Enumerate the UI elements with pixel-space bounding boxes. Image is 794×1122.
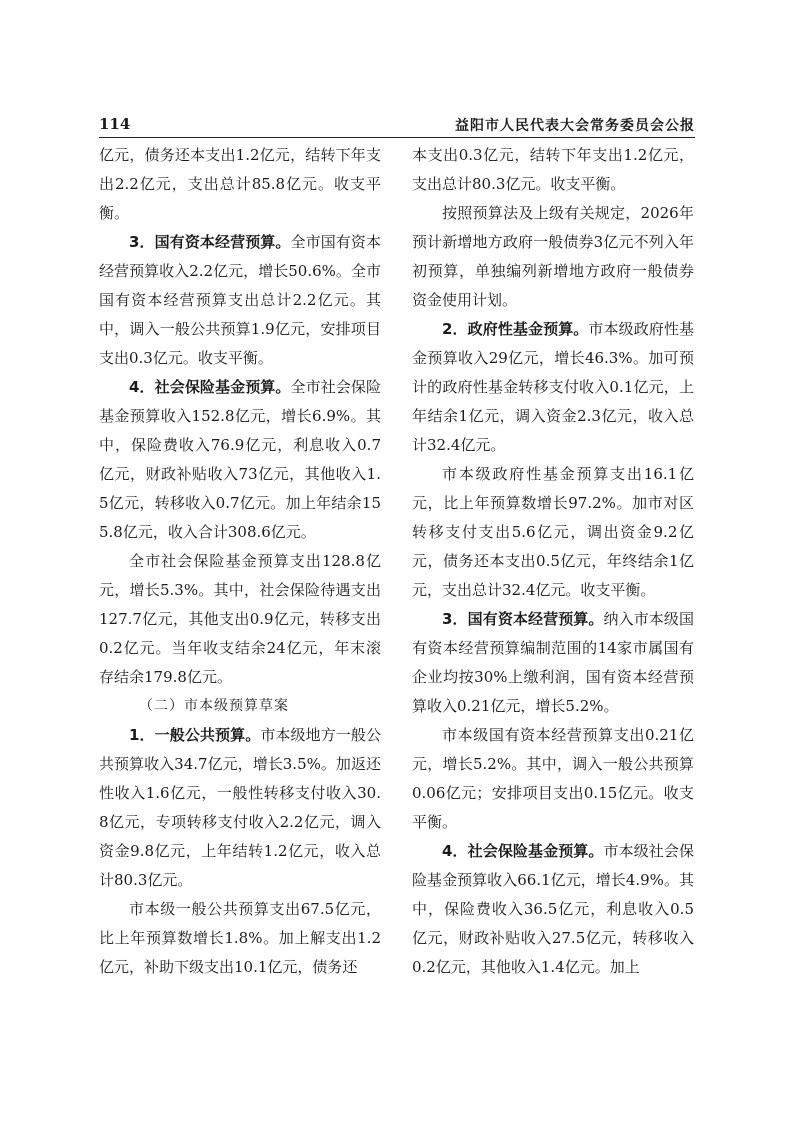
paragraph bbox=[99, 373, 381, 547]
publication-title: 益阳市人民代表大会常务委员会公报 bbox=[455, 118, 695, 134]
paragraph: 全市社会保险基金预算支出128.8亿元，增长5.3%。其中，社会保险待遇支出127.7亿元，其他支出0.9亿元，转移支出0.2亿元。当年收支结余24亿元，年末滚存结余179.8亿元。 bbox=[99, 552, 381, 686]
section-heading: 4．社会保险基金预算。 bbox=[129, 378, 291, 396]
section-heading: 3．国有资本经营预算。 bbox=[442, 610, 604, 628]
paragraph-text: 市本级社会保险基金预算收入66.1亿元，增长4.9%。其中，保险费收入36.5亿元，利息收入0.5亿元，财政补贴收入27.5亿元，转移收入0.2亿元，其他收入1.4亿元。加上 bbox=[412, 842, 694, 976]
page-header bbox=[99, 113, 695, 138]
paragraph-text: 全市国有资本经营预算收入2.2亿元，增长50.6%。全市国有资本经营预算支出总计2.2亿元。其中，调入一般公共预算1.9亿元，安排项目支出0.3亿元。收支平衡。 bbox=[99, 233, 381, 367]
paragraph: 亿元，债务还本支出1.2亿元，结转下年支出2.2亿元，支出总计85.8亿元。收支平衡。 bbox=[99, 146, 381, 222]
section-heading: 2．政府性基金预算。 bbox=[442, 320, 589, 338]
paragraph-text: 市本级政府性基金预算收入29亿元，增长46.3%。加可预计的政府性基金转移支付收入0.1亿元，上年结余1亿元，调入资金2.3亿元，收入总计32.4亿元。 bbox=[412, 320, 694, 454]
page-number: 114 bbox=[99, 115, 131, 133]
paragraph-text: 市本级地方一般公共预算收入34.7亿元，增长3.5%。加返还性收入1.6亿元，一般性转移支付收入30.8亿元，专项转移支付收入2.2亿元，调入资金9.8亿元，上年结转1.2亿元，收入总计80.3亿元。 bbox=[99, 726, 381, 889]
subsection-heading: （二）市本级预算草案 bbox=[139, 698, 289, 714]
section-heading: 1．一般公共预算。 bbox=[129, 726, 261, 744]
paragraph bbox=[412, 605, 694, 721]
right-column bbox=[412, 141, 694, 982]
paragraph: 本支出0.3亿元，结转下年支出1.2亿元，支出总计80.3亿元。收支平衡。 bbox=[412, 146, 694, 193]
left-column bbox=[99, 141, 381, 982]
paragraph-text: 纳入市本级国有资本经营预算编制范围的14家市属国有企业均按30%上缴利润，国有资本经营预算收入0.21亿元，增长5.2%。 bbox=[412, 610, 694, 715]
paragraph bbox=[99, 228, 381, 373]
section-heading: 4．社会保险基金预算。 bbox=[442, 842, 604, 860]
paragraph: 按照预算法及上级有关规定，2026年预计新增地方政府一般债券3亿元不列入年初预算，单独编列新增地方政府一般债券资金使用计划。 bbox=[412, 204, 694, 309]
paragraph bbox=[412, 837, 694, 982]
paragraph bbox=[412, 315, 694, 460]
paragraph: 市本级一般公共预算支出67.5亿元，比上年预算数增长1.8%。加上解支出1.2亿元，补助下级支出10.1亿元，债务还 bbox=[99, 900, 381, 976]
section-heading: 3．国有资本经营预算。 bbox=[129, 233, 291, 251]
paragraph bbox=[99, 721, 381, 895]
paragraph: 市本级政府性基金预算支出16.1亿元，比上年预算数增长97.2%。加市对区转移支付支出5.6亿元，调出资金9.2亿元，债务还本支出0.5亿元，年终结余1亿元，支出总计32.4亿元。收支平衡。 bbox=[412, 465, 694, 599]
paragraph: 市本级国有资本经营预算支出0.21亿元，增长5.2%。其中，调入一般公共预算0.06亿元；安排项目支出0.15亿元。收支平衡。 bbox=[412, 726, 694, 831]
paragraph-text: 全市社会保险基金预算收入152.8亿元，增长6.9%。其中，保险费收入76.9亿元，利息收入0.7亿元，财政补贴收入73亿元，其他收入1.5亿元，转移收入0.7亿元。加上年结余155.8亿元，收入合计308.6亿元。 bbox=[99, 378, 381, 541]
